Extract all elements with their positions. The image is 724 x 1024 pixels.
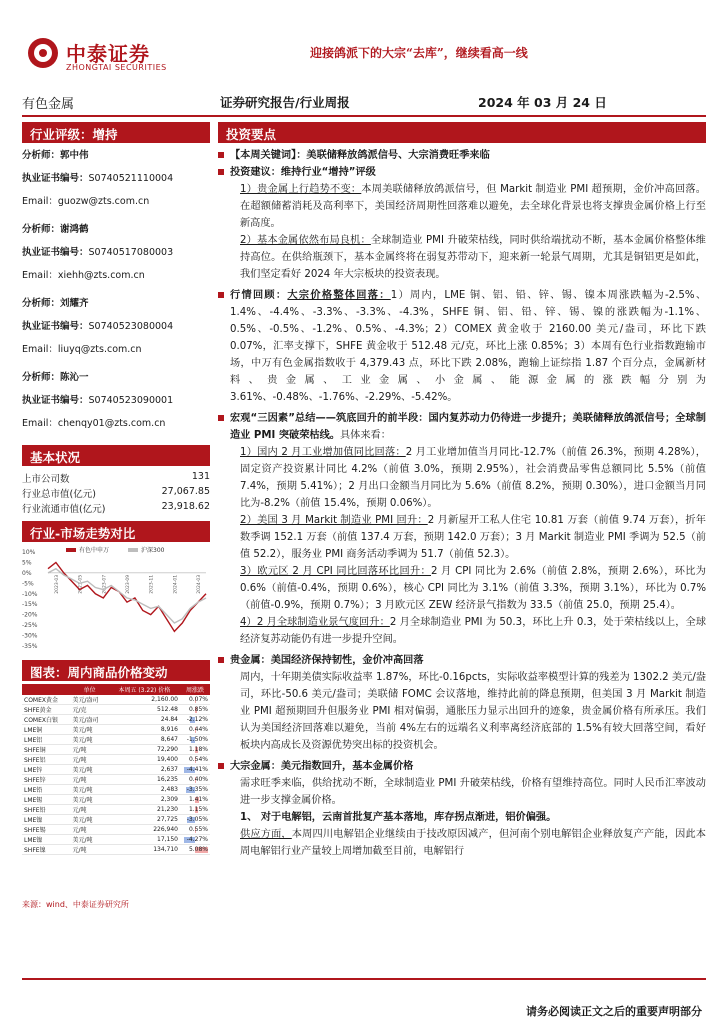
commodity-name: COMEX白银 [22,715,70,725]
commodity-change: 1.41% [180,795,210,805]
gold-bullet: 贵金属：美国经济保持韧性，金价冲高回落 [218,652,706,669]
commodity-change: -3.35% [180,785,210,795]
analyst-cert-line: 执业证书编号：S0740523090001 [22,395,174,406]
y-tick-label: -35% [22,643,38,650]
analyst-card [22,371,210,431]
commodity-name: SHFE锡 [22,825,70,835]
macro-m2: 2）美国 3 月 Markit 制造业 PMI 回升：2 月新屋开工私人住宅 10.81 万套（前值 9.74 万套），折年数季调 152.1 万套（前值 137.4 万套，预期 142.0 万套）；3 月 Markit 制造业 PMI 季调为 52.5（前值 52.2），服务业 PMI 商务活动季调为 51.7（前值 52.3）。 [240,515,706,560]
commodity-unit: 元/吨 [70,745,108,755]
commodity-change: 0.44% [180,725,210,735]
table-row [22,785,210,795]
commodity-unit: 美元/吨 [70,725,108,735]
legend-swatch-a [66,548,76,552]
commodity-price: 2,637 [109,765,180,775]
analyst-email-link[interactable]: liuyq@zts.com.cn [57,344,142,355]
commodity-unit: 元/吨 [70,845,108,855]
commodity-change: 0.85% [180,705,210,715]
commodity-change: 5.08% [180,845,210,855]
table-row [22,825,210,835]
commodity-unit: 元/吨 [70,775,108,785]
analyst-email-line: Email：liuyq@zts.com.cn [22,344,142,355]
commodity-unit: 元/吨 [70,825,108,835]
price-table [22,684,210,855]
table-row [22,765,210,775]
commodity-name: LME镍 [22,835,70,845]
market-bullet: 行情回顾：大宗价格整体回落：1）周内，LME 铜、铝、铅、锌、锡、镍本周涨跌幅为-2.5%、1.4%、-4.4%、-3.3%、-3.3%、-4.3%，SHFE 铜、铝、铅、锌、锡、镍的涨跌幅为-1.1%、0.5%、-0.5%、-1.2%、0.5%、-4.3%；2）COMEX 黄金收于 2160.00 美元/盎司，环比下跌 0.07%，汇率支撑下，SHFE 黄金收于 512.48 元/克，环比上涨 0.85%；3）本周有色行业指数跑输市场，中万有色金属指数收于 4,379.43 点，环比下跌 2.08%，跑输上证综指 1.87 个百分点，金属新材料、贵金属、工业金属、小金属、能源金属的涨跌幅分别为 3.61%、-0.48%、-1.76%、-2.29%、-5.42%。 [218,287,706,406]
report-headline: 迎接鸽派下的大宗“去库”，继续看高一线 [310,46,528,60]
bullet-square-icon [218,292,224,298]
page-header [0,0,724,90]
table-row [22,705,210,715]
commodity-unit: 美元/吨 [70,765,108,775]
table-row [22,835,210,845]
basic-info-row: 行业总市值(亿元) 27,067.85 [22,486,210,500]
commodity-change: 0.07% [180,695,210,705]
right-column [218,122,706,860]
commodity-change: 0.55% [180,825,210,835]
macro-m4: 4）2 月全球制造业景气度回升：2 月全球制造业 PMI 为 50.3，环比上升 0.3，处于荣枯线以上，全球经济复苏动能仍有进一步提升空间。 [240,617,707,645]
suggest-bullet [218,164,706,181]
basic-info-row: 上市公司数 131 [22,471,210,485]
header-divider [22,115,706,117]
legend-label-b: 沪深300 [141,547,165,554]
price-table-header [22,684,70,695]
commodity-name: LME锌 [22,765,70,775]
commodity-name: SHFE锌 [22,775,70,785]
commodity-price: 19,400 [109,755,180,765]
table-row [22,775,210,785]
price-section [22,660,210,855]
commodity-name: LME铜 [22,725,70,735]
x-tick-label: 2023-03 [55,574,60,594]
y-tick-label: -25% [22,622,38,630]
commodity-unit: 元/吨 [70,755,108,765]
analyst-name-line: 分析师：谢鸿鹤 [22,224,89,235]
y-tick-label: -15% [22,601,38,609]
table-row [22,805,210,815]
commodity-unit: 美元/盎司 [70,715,108,725]
commodity-price: 134,710 [109,845,180,855]
commodity-price: 2,483 [109,785,180,795]
al-text: 供应方面，本周四川电解铝企业继续由于技改原因减产，但河南个别电解铝企业释放复产产能，因此本周电解铝行业产量较上周增加截至目前，电解铝行 [240,829,706,857]
analyst-list [22,149,210,431]
trend-title: 行业-市场走势对比 [22,521,210,542]
y-tick-label: 5% [22,559,32,567]
table-row [22,755,210,765]
commodity-unit: 元/克 [70,705,108,715]
suggest-p1: 1）贵金属上行趋势不变：本周美联储释放鸽派信号，但 Markit 制造业 PMI 超预期，金价冲高回落。在超额储蓄消耗及高利率下，美国经济周期性回落难以避免，去全球化背景也将支撑贵金属价格上行至新高度。 [240,184,706,229]
macro-m1: 1）国内 2 月工业增加值同比回落：2 月工业增加值当月同比-12.7%（前值 26.3%，预期 4.28%），固定资产投资累计同比 4.2%（前值 3.0%，预期 2.95%），社会消费品零售总额同比 5.5%（前值 7.4%，预期 5.41%）；2 月出口金额当月同比为 5.6%（前值 8.2%，预期 0.30%），进口金额当月同比为-8.2%（前值 15.4%，预期 0.06%）。 [240,447,706,509]
suggest-head: 投资建议：维持行业“增持”评级 [230,167,376,178]
y-tick-label: -30% [22,632,38,640]
table-row [22,695,210,705]
bulk-bullet: 大宗金属：美元指数回升，基本金属价格 [218,758,706,775]
rating-bar: 行业评级：增持 [22,122,210,143]
bullet-square-icon [218,657,224,663]
legend-swatch-b [128,548,138,552]
basic-info-row: 行业流通市值(亿元) 23,918.62 [22,501,210,515]
commodity-price: 2,309 [109,795,180,805]
x-tick-label: 2023-07 [102,574,108,594]
suggest-p2: 2）基本金属依然布局良机：全球制造业 PMI 升破荣枯线，同时供给端扰动不断，基本金属价格整体维持高位。在供给瓶颈下，基本金属终将在弱复苏带动下，迎来新一轮景气周期，尤其是铜铝更是如此，我们坚定看好 2024 年大宗板块的投资表现。 [240,235,706,280]
macro-m3: 3）欧元区 2 月 CPI 同比回落环比回升：2 月 CPI 同比为 2.6%（前值 2.8%，预期 2.6%），环比为 0.6%（前值-0.4%，预期 0.6%），核心 CPI 同比为 3.1%（前值 3.3%，预期 3.1%），环比为 0.7%（前值-0.9%，预期 0.7%）；3 月欧元区 ZEW 经济景气指数为 33.5（前值 25.0，预期 25.4）。 [240,566,706,611]
analyst-email-link[interactable]: chenqy01@zts.com.cn [57,418,166,429]
commodity-name: LME铅 [22,785,70,795]
price-source: 来源：wind、中泰证券研究所 [22,900,129,909]
basic-info-title: 基本状况 [22,445,210,466]
commodity-price: 24.84 [109,715,180,725]
table-row [22,815,210,825]
commodity-change: 1.18% [180,745,210,755]
footer-disclaimer: 请务必阅读正文之后的重要声明部分 [526,1005,702,1018]
price-table-title: 图表：周内商品价格变动 [22,660,210,681]
keywords: 【本周关键词】：美联储释放鸽派信号、大宗消费旺季来临 [230,150,490,161]
analyst-email-line: Email：chenqy01@zts.com.cn [22,418,166,429]
analyst-cert-line: 执业证书编号：S0740523080004 [22,321,174,332]
commodity-price: 226,940 [109,825,180,835]
x-tick-label: 2024-03 [197,574,202,594]
commodity-price: 27,725 [109,815,180,825]
analyst-cert-line: 执业证书编号：S0740517080003 [22,247,174,258]
brand-logo-icon [28,38,58,68]
y-tick-label: 0% [22,569,32,577]
price-table-header: 单位 [70,684,108,695]
commodity-name: SHFE镍 [22,845,70,855]
analyst-email-line: Email：guozw@zts.com.cn [22,196,150,207]
price-table-header: 周涨跌 [180,684,210,695]
analyst-name-line: 分析师：陈沁一 [22,372,89,383]
basic-info [22,445,210,515]
table-row [22,715,210,725]
commodity-name: SHFE铅 [22,805,70,815]
keywords-bullet [218,147,706,164]
analyst-cert-line: 执业证书编号：S0740521110004 [22,173,174,184]
commodity-unit: 美元/吨 [70,795,108,805]
commodity-price: 2,160.00 [109,695,180,705]
x-tick-label: 2024-01 [173,574,179,594]
gold-text: 周内，十年期美债实际收益率 1.87%，环比-0.16pcts，实际收益率模型计算的残差为 1302.2 美元/盎司，环比-50.6 美元/盎司；美联储 FOMC 会议落地，维持此前的降息预期，但美国 3 月 Markit 制造业 PMI 超预期回升但服务业 PMI 相对偏弱，通胀压力显示出回升的迹象，贵金属价格有所承压。我们认为美国经济回落难以避免，当前 4%左右的远端名义利率离经济底部的 1.5%有较大回落空间，看好板块内高成长及资源优势突出标的投资机会。 [240,672,706,751]
commodity-name: SHFE黄金 [22,705,70,715]
bullet-square-icon [218,763,224,769]
commodity-unit: 美元/盎司 [70,695,108,705]
al-head: 1、 对于电解铝，云南首批复产基本落地，库存拐点渐进，铝价偏强。 [240,812,557,823]
commodity-unit: 美元/吨 [70,735,108,745]
analyst-email-link[interactable]: guozw@zts.com.cn [57,196,150,207]
commodity-name: COMEX黄金 [22,695,70,705]
commodity-change: -2.12% [180,715,210,725]
y-tick-label: -10% [22,590,38,598]
commodity-unit: 美元/吨 [70,785,108,795]
commodity-price: 72,290 [109,745,180,755]
analyst-email-link[interactable]: xiehh@zts.com.cn [57,270,145,281]
bulk-text: 需求旺季来临，供给扰动不断，全球制造业 PMI 升破荣枯线，价格有望维持高位。同时人民币汇率波动进一步支撑金属价格。 [240,778,706,806]
industry-label: 有色金属 [22,97,75,112]
table-row [22,845,210,855]
left-column [22,122,210,855]
commodity-unit: 美元/吨 [70,815,108,825]
table-row [22,745,210,755]
x-tick-label: 2023-11 [149,574,155,594]
commodity-price: 8,647 [109,735,180,745]
y-tick-label: -20% [22,611,38,619]
commodity-change: 0.54% [180,755,210,765]
commodity-name: LME锡 [22,795,70,805]
analyst-card [22,223,210,283]
meta-row [22,93,706,113]
bullet-square-icon [218,152,224,158]
brand-name: 中泰证券 [66,42,150,66]
commodity-unit: 美元/吨 [70,835,108,845]
analyst-card [22,149,210,209]
commodity-price: 21,230 [109,805,180,815]
commodity-change: -3.05% [180,815,210,825]
commodity-name: LME镍 [22,815,70,825]
y-tick-label: -5% [22,580,34,588]
table-row [22,795,210,805]
trend-chart-svg [22,546,210,656]
commodity-price: 8,916 [109,725,180,735]
brand-name-en: ZHONGTAI SECURITIES [66,63,167,72]
commodity-change: -4.41% [180,765,210,775]
table-row [22,725,210,735]
bullet-square-icon [218,169,224,175]
commodity-change: 1.15% [180,805,210,815]
price-table-header: 本周五 (3.22) 价格 [109,684,180,695]
analyst-name-line: 分析师：郭中伟 [22,150,89,161]
trend-section [22,521,210,656]
commodity-price: 512.48 [109,705,180,715]
commodity-name: SHFE铝 [22,755,70,765]
commodity-change: -1.50% [180,735,210,745]
commodity-change: -4.27% [180,835,210,845]
x-tick-label: 2023-05 [78,574,84,594]
commodity-name: LME铝 [22,735,70,745]
commodity-name: SHFE铜 [22,745,70,755]
report-type: 证券研究报告/行业周报 [220,95,350,110]
macro-bullet: 宏观“三因素”总结——筑底回升的前半段：国内复苏动力仍待进一步提升；美联储释放鸽派信号；全球制造业 PMI 突破荣枯线。具体来看： [218,410,706,444]
x-tick-label: 2023-09 [126,574,131,594]
analyst-name-line: 分析师：刘耀齐 [22,298,89,309]
invest-title: 投资要点 [218,122,706,143]
analyst-email-line: Email：xiehh@zts.com.cn [22,270,145,281]
footer-divider [22,978,706,980]
legend-label-a: 有色中申万 [79,547,110,554]
commodity-price: 17,150 [109,835,180,845]
trend-chart [22,546,210,656]
commodity-unit: 元/吨 [70,805,108,815]
report-date: 2024 年 03 月 24 日 [478,95,607,110]
commodity-change: 0.40% [180,775,210,785]
commodity-price: 16,235 [109,775,180,785]
bullet-square-icon [218,415,224,421]
table-row [22,735,210,745]
y-tick-label: 10% [22,549,36,556]
analyst-card [22,297,210,357]
